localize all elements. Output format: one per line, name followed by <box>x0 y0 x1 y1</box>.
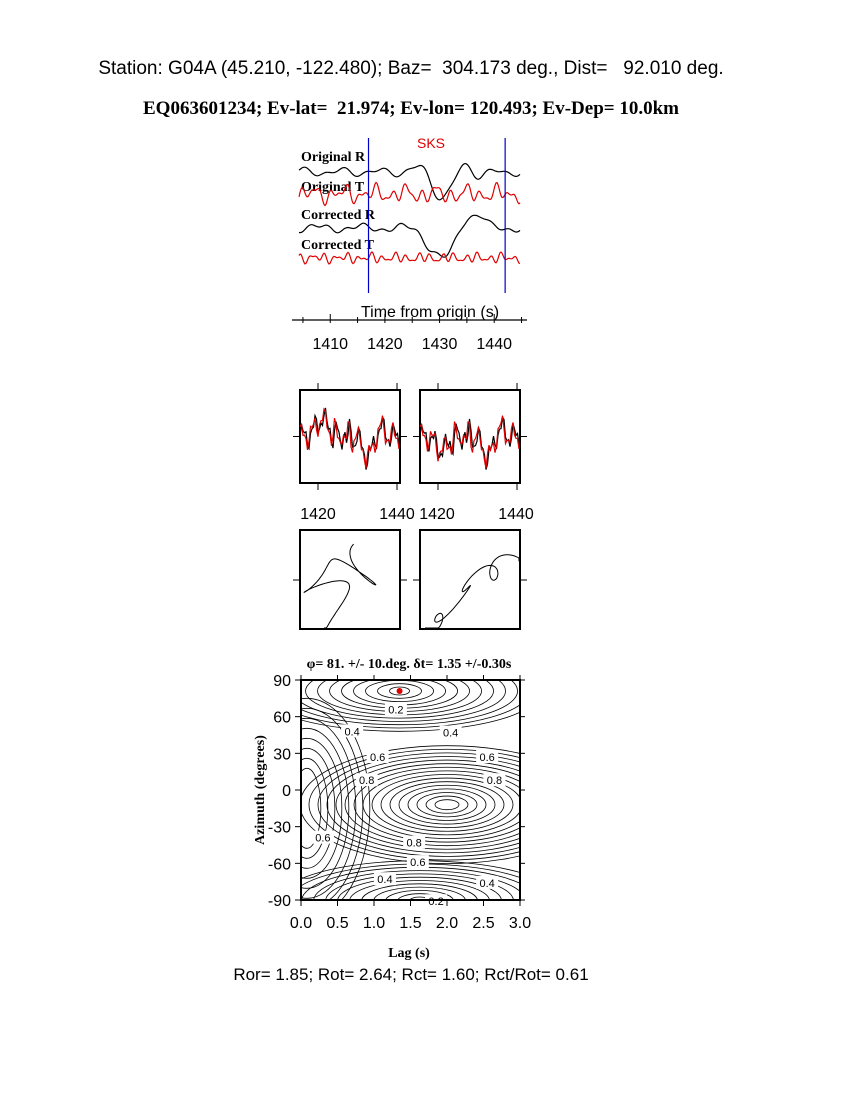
contour-label: 0.4 <box>479 877 495 890</box>
trace-label-corrected-t: Corrected T <box>301 238 374 253</box>
contour-line <box>318 753 576 857</box>
contour-label: 0.6 <box>479 752 495 764</box>
azimuth-tick-label: -60 <box>267 856 291 874</box>
overlay-left-tick-1440: 1440 <box>379 506 415 523</box>
event-header: EQ063601234; Ev-lat= 21.974; Ev-lon= 120.493; Ev-Dep= 10.0km <box>143 98 679 119</box>
contour-label: 0.2 <box>388 704 404 717</box>
contour-line <box>279 748 335 868</box>
azimuth-tick-label: 60 <box>273 709 291 727</box>
pm-frame-right <box>420 530 520 629</box>
pm-trace-corrected <box>425 555 519 628</box>
azimuth-tick-label: -90 <box>267 893 291 910</box>
ratio-summary: Ror= 1.85; Rot= 2.64; Rct= 1.60; Rct/Rot= 0.61 <box>233 965 589 984</box>
lag-tick-label: 0.5 <box>326 915 349 932</box>
azimuth-tick-label: 30 <box>273 746 291 764</box>
trace-label-corrected-r: Corrected R <box>301 208 375 223</box>
azimuth-tick-label: -30 <box>267 819 291 837</box>
lag-tick-label: 1.5 <box>399 915 422 932</box>
time-axis-label: Time from origin (s) <box>360 304 500 321</box>
contour-label: 0.6 <box>315 832 331 845</box>
lag-tick-label: 2.0 <box>435 915 459 932</box>
lag-axis-label: Lag (s) <box>388 946 430 961</box>
seismogram-panel <box>292 135 527 353</box>
time-tick-label: 1410 <box>312 336 349 353</box>
contour-line <box>354 767 540 842</box>
contour-label: 0.8 <box>486 775 503 788</box>
contour-line <box>363 771 531 839</box>
contour-line <box>435 800 459 810</box>
lag-tick-label: 0.0 <box>289 915 313 932</box>
time-tick-label: 1440 <box>476 336 513 353</box>
trace-label-original-t: Original T <box>301 180 365 195</box>
overlay-panels <box>293 383 534 523</box>
contour-line <box>408 789 486 821</box>
particle-motion-panels <box>293 530 527 629</box>
contour-label: 0.6 <box>410 857 426 870</box>
phase-label: SKS <box>416 135 446 151</box>
azimuth-tick-label: 90 <box>273 673 291 690</box>
time-tick-label: 1420 <box>367 336 403 353</box>
overlay-right-tick-1440: 1440 <box>498 506 534 523</box>
overlay-trace-fast <box>300 408 399 470</box>
contour-label: 0.8 <box>359 775 375 788</box>
contour-label: 0.8 <box>406 837 422 850</box>
error-surface-title: φ= 81. +/- 10.deg. δt= 1.35 +/-0.30s <box>306 657 512 672</box>
contour-label: 0.4 <box>443 727 459 740</box>
pm-trace-original <box>304 544 376 628</box>
overlay-left-tick-1420: 1420 <box>300 506 336 523</box>
contour-label: 0.2 <box>428 896 444 909</box>
best-fit-marker <box>397 688 403 694</box>
contour-line <box>399 785 495 824</box>
trace-label-original-r: Original R <box>301 150 366 165</box>
overlay-right-tick-1420: 1420 <box>419 506 455 523</box>
contour-label: 0.4 <box>344 726 360 739</box>
overlay-trace-slow <box>300 409 399 468</box>
station-header: Station: G04A (45.210, -122.480); Baz= 304.173 deg., Dist= 92.010 deg. <box>98 58 724 79</box>
contour-label: 0.4 <box>377 874 393 887</box>
lag-tick-label: 2.5 <box>472 915 495 932</box>
pm-frame-left <box>300 530 400 629</box>
lag-tick-label: 1.0 <box>362 915 386 932</box>
trace-corrected-t <box>299 252 520 264</box>
time-tick-label: 1430 <box>421 336 458 353</box>
error-surface-panel <box>244 651 594 961</box>
azimuth-tick-label: 0 <box>282 783 291 800</box>
azimuth-axis-label: Azimuth (degrees) <box>253 735 268 845</box>
lag-tick-label: 3.0 <box>508 915 532 932</box>
contour-line <box>426 796 468 813</box>
contour-label: 0.6 <box>370 752 386 764</box>
